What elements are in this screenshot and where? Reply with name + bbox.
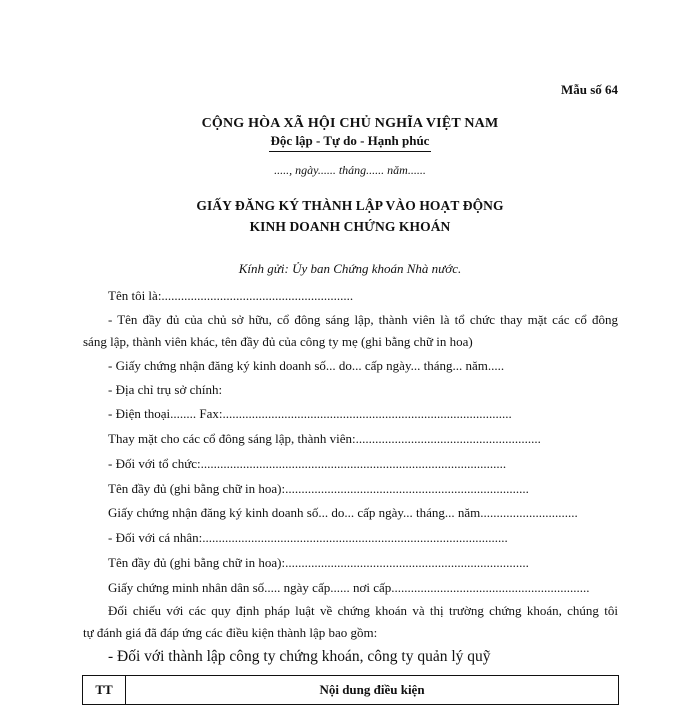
conditions-table (82, 675, 619, 705)
individual-line: - Đối với cá nhân:.............................................................................................. (108, 530, 508, 545)
business-certificate-line: - Giấy chứng nhận đăng ký kinh doanh số... do... cấp ngày... tháng... năm..... (108, 358, 505, 373)
name-line: Tên tôi là:........................................................... (108, 288, 354, 303)
organization-line: - Đối với tổ chức:.............................................................................................. (108, 456, 507, 471)
comparison-line-2: tự đánh giá đã đáp ứng các điều kiện thành lập bao gồm: (83, 625, 378, 640)
representative-line-1: - Tên đầy đủ của chủ sở hữu, cổ đông sáng lập, thành viên là tổ chức thay mặt các cổ đông (108, 312, 618, 327)
table-header-row (83, 676, 619, 705)
on-behalf-line: Thay mặt cho các cổ đông sáng lập, thành viên:......................................................... (108, 431, 541, 446)
document-title-line-2: KINH DOANH CHỨNG KHOÁN (249, 219, 451, 234)
document-title-line-1: GIẤY ĐĂNG KÝ THÀNH LẬP VÀO HOẠT ĐỘNG (196, 198, 504, 213)
representative-line-2: sáng lập, thành viên khác, tên đầy đủ của công ty mẹ (ghi bằng chữ in hoa) (83, 334, 473, 349)
id-card-line: Giấy chứng minh nhân dân số..... ngày cấp...... nơi cấp............................................................. (108, 580, 590, 595)
addressee: Kính gửi: Ủy ban Chứng khoán Nhà nước. (238, 261, 462, 276)
section-heading: - Đối với thành lập công ty chứng khoán, công ty quản lý quỹ (108, 648, 491, 665)
comparison-line-1: Đối chiếu với các quy định pháp luật về chứng khoán và thị trường chứng khoán, chúng tôi (108, 603, 618, 618)
organization-certificate-line: Giấy chứng nhận đăng ký kinh doanh số... do... cấp ngày... tháng... năm.............................. (108, 505, 578, 520)
column-header-no: TT (83, 676, 126, 705)
individual-name-line: Tên đầy đủ (ghi bằng chữ in hoa):........................................................................... (108, 555, 529, 570)
column-header-content: Nội dung điều kiện (126, 676, 619, 705)
organization-name-line: Tên đầy đủ (ghi bằng chữ in hoa):........................................................................... (108, 481, 529, 496)
motto (0, 133, 700, 152)
form-number: Mẫu số 64 (560, 82, 618, 97)
motto-text: Độc lập - Tự do - Hạnh phúc (269, 133, 432, 152)
phone-fax-line: - Điện thoại........ Fax:......................................................................................... (108, 406, 512, 421)
dateline: ....., ngày...... tháng...... năm...... (274, 163, 426, 177)
nation-heading: CỘNG HÒA XÃ HỘI CHỦ NGHĨA VIỆT NAM (201, 116, 499, 131)
address-line: - Địa chỉ trụ sở chính: (108, 382, 223, 397)
